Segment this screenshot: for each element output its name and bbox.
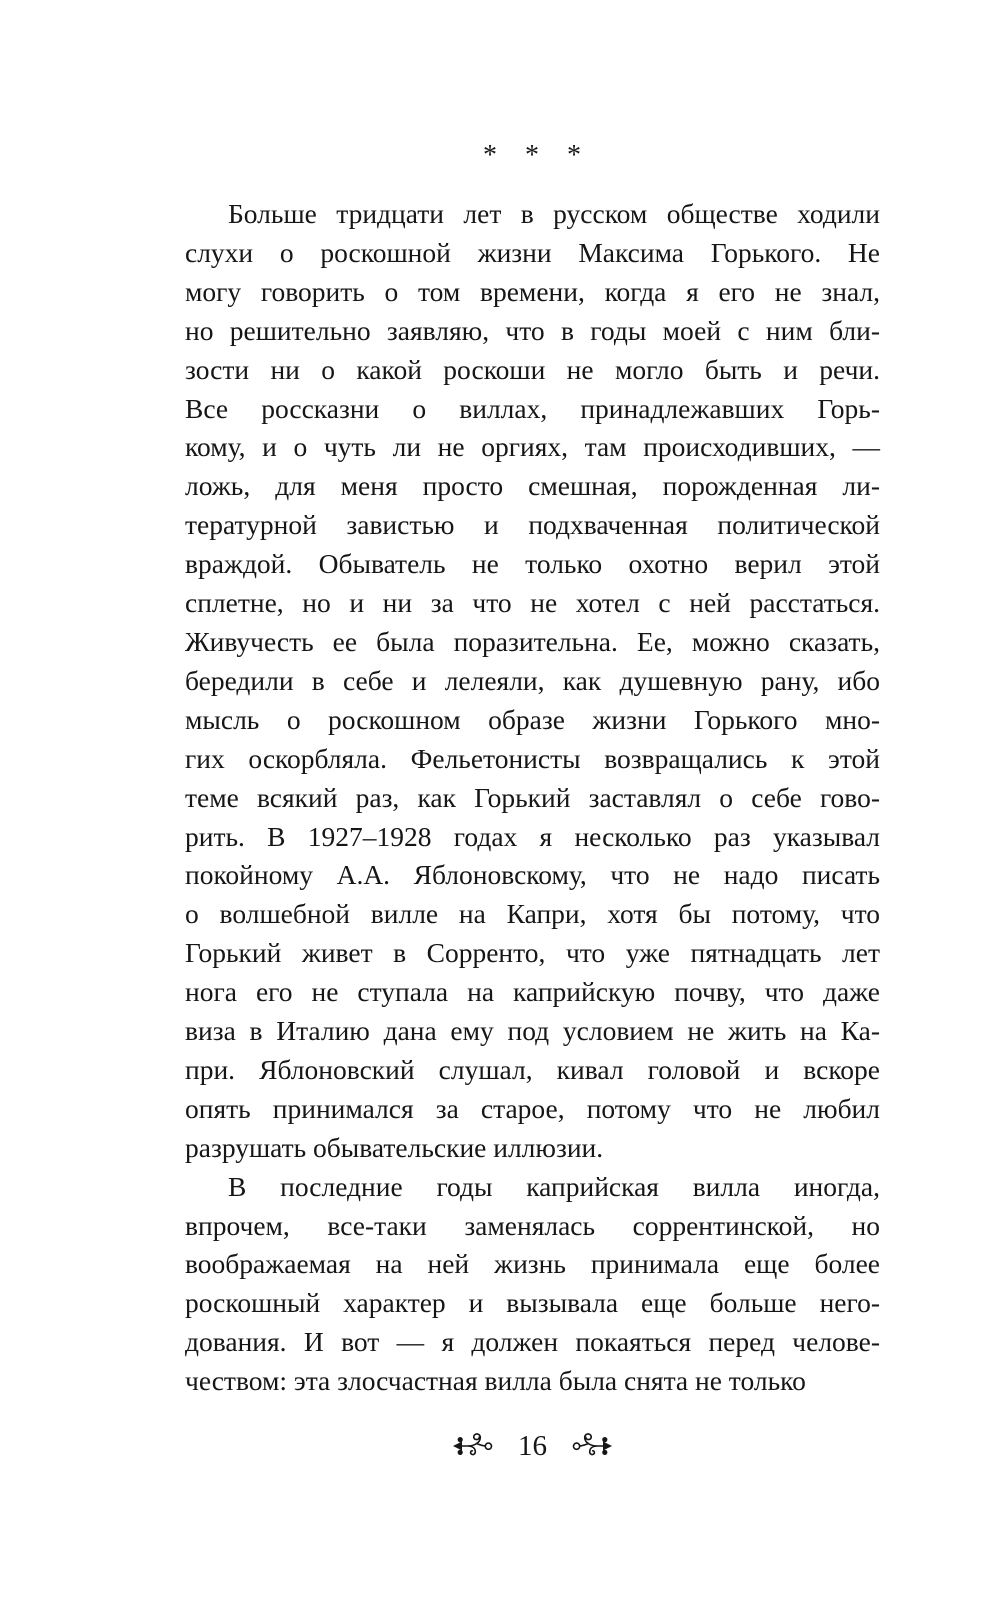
text-line: но решительно заявляю, что в годы моей с ним бли- <box>185 314 880 346</box>
text-line: мысль о роскошном образе жизни Горького мно- <box>185 703 880 735</box>
text-line: теме всякий раз, как Горький заставлял о себе гово- <box>185 781 880 813</box>
text-line: Больше тридцати лет в русском обществе ходили <box>228 198 880 229</box>
page-footer <box>185 1429 880 1463</box>
text-line: о волшебной вилле на Капри, хотя бы потому, что <box>185 898 880 930</box>
section-break-asterisks: * * * <box>483 140 582 171</box>
text-line: роскошный характер и вызывала еще больше него- <box>185 1287 880 1319</box>
text-line: рить. В 1927–1928 годах я несколько раз указывал <box>185 820 880 852</box>
text-line: впрочем, все-таки заменялась соррентинской, но <box>185 1209 880 1241</box>
text-line: зости ни о какой роскоши не могло быть и речи. <box>185 353 880 385</box>
body-text <box>185 195 880 1401</box>
text-line: тературной завистью и подхваченная политической <box>185 509 880 541</box>
text-line: дования. И вот — я должен покаяться перед челове- <box>185 1326 880 1358</box>
text-line: сплетне, но и ни за что не хотел с ней расстаться. <box>185 587 880 619</box>
text-line: разрушать обывательские иллюзии. <box>185 1131 604 1163</box>
fleuron-right-icon <box>567 1432 613 1460</box>
text-line: нога его не ступала на каприйскую почву, что даже <box>185 976 880 1008</box>
text-line: чеством: эта злосчастная вилла была снята не только <box>185 1365 806 1397</box>
text-line: при. Яблоновский слушал, кивал головой и вскоре <box>185 1053 880 1085</box>
text-line: слухи о роскошной жизни Максима Горького. Не <box>185 236 880 268</box>
text-line: опять принимался за старое, потому что не любил <box>185 1092 880 1124</box>
text-line: могу говорить о том времени, когда я его не знал, <box>185 275 880 307</box>
text-line: кому, и о чуть ли не оргиях, там происходивших, — <box>185 431 880 463</box>
text-line: ложь, для меня просто смешная, порожденная ли- <box>185 470 880 502</box>
fleuron-left-icon <box>452 1432 498 1460</box>
text-line: покойному А.А. Яблоновскому, что не надо писать <box>185 859 880 891</box>
text-line: бередили в себе и лелеяли, как душевную рану, ибо <box>185 664 880 696</box>
text-line: гих оскорбляла. Фельетонисты возвращались к этой <box>185 742 880 774</box>
text-line: Живучесть ее была поразительна. Ее, можно сказать, <box>185 625 880 657</box>
text-line: Все россказни о виллах, принадлежавших Горь- <box>185 392 880 424</box>
text-line: Горький живет в Сорренто, что уже пятнадцать лет <box>185 937 880 969</box>
text-line: враждой. Обыватель не только охотно верил этой <box>185 548 880 580</box>
text-line: виза в Италию дана ему под условием не жить на Ка- <box>185 1015 880 1047</box>
page-number: 16 <box>518 1430 547 1462</box>
text-line: воображаемая на ней жизнь принимала еще более <box>185 1248 880 1280</box>
text-line: В последние годы каприйская вилла иногда, <box>228 1170 880 1202</box>
